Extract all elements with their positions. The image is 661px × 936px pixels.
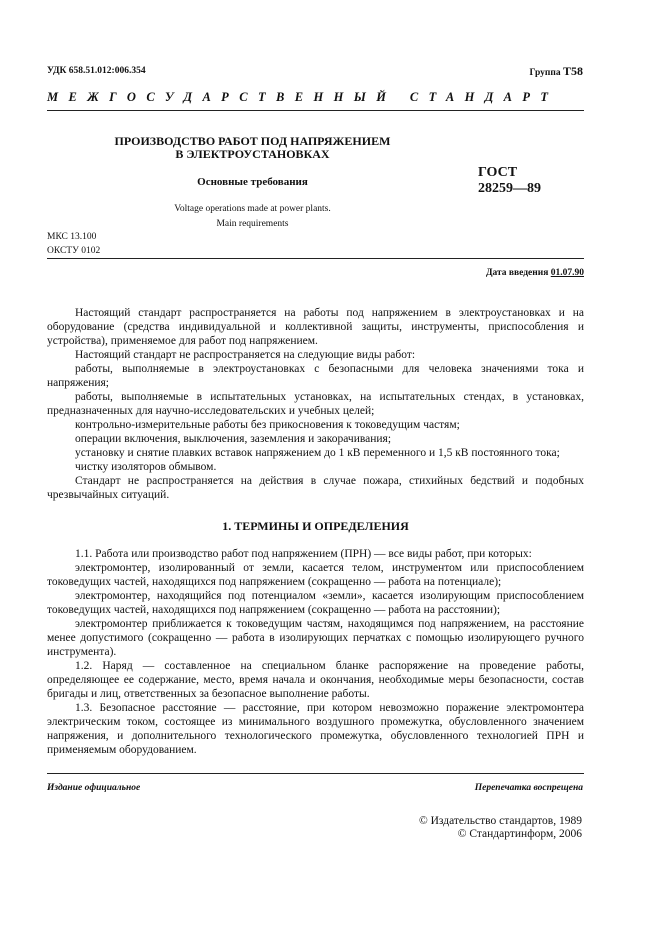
classifier-codes <box>47 230 100 258</box>
list-item: контрольно-измерительные работы без прикосновения к токоведущим частям; <box>75 419 460 431</box>
list-item: чистку изоляторов обмывом. <box>75 461 217 473</box>
date-value: 01.07.90 <box>550 268 584 278</box>
date-label: Дата введения <box>485 268 549 278</box>
list-item: установку и снятие плавких вставок напряжением до 1 кВ переменного и 1,5 кВ постоянного тока; <box>75 447 560 459</box>
list-item: работы, выполняемые в электроустановках с безопасными для человека значениями тока и напряжения; <box>47 363 584 389</box>
document-title <box>100 135 405 161</box>
clause-1-3: 1.3. Безопасное расстояние — расстояние, при котором невозможно поражение электромонтера электрическим током, состоящее из минимального воздушного промежутка, обусловленного значением напряжения, и дополнительного технологического промежутка, обусловленного технологией ПРН и применяемым оборудованием. <box>47 702 584 756</box>
group-value: T58 <box>562 64 583 78</box>
paragraph-exclusions: Настоящий стандарт не распространяется на следующие виды работ: <box>75 349 416 361</box>
document-body <box>47 306 584 757</box>
clause-1-2: 1.2. Наряд — составленное на специальном бланке распоряжение на проведение работы, определяющее ее содержание, место, время начала и окончания, необходимые меры безопасности, состав бригады и лиц, ответственных за безопасное выполнение работы. <box>47 660 584 700</box>
okstu-code: ОКСТУ 0102 <box>47 246 101 256</box>
copyright-line-1: © Издательство стандартов, 1989 <box>418 815 582 827</box>
top-divider <box>47 110 584 111</box>
gost-designation <box>478 165 541 197</box>
title-line-2: В ЭЛЕКТРОУСТАНОВКАХ <box>175 147 330 161</box>
copyright-line-2: © Стандартинформ, 2006 <box>457 828 582 840</box>
standard-banner: МЕЖГОСУДАРСТВЕННЫЙ СТАНДАРТ <box>47 90 559 104</box>
udk-code: УДК 658.51.012:006.354 <box>47 66 146 76</box>
section-heading: 1. ТЕРМИНЫ И ОПРЕДЕЛЕНИЯ <box>222 519 409 533</box>
introduction-date <box>486 268 584 278</box>
title-line-1: ПРОИЗВОДСТВО РАБОТ ПОД НАПРЯЖЕНИЕМ <box>114 134 391 148</box>
gost-label: ГОСТ <box>478 165 518 180</box>
clause-1-1: 1.1. Работа или производство работ под напряжением (ПРН) — все виды работ, при которых: <box>75 548 532 560</box>
paragraph-emergency: Стандарт не распространяется на действия в случае пожара, стихийных бедствий и подобных чрезвычайных ситуаций. <box>47 475 584 501</box>
copyright <box>419 815 582 841</box>
footer-divider <box>47 773 584 774</box>
group-label: Группа <box>529 68 561 78</box>
list-item: электромонтер, изолированный от земли, касается телом, инструментом или приспособлением токоведущих частей, находящихся под напряжением (сокращенно — работа на потенциале); <box>47 562 584 588</box>
paragraph-scope: Настоящий стандарт распространяется на работы под напряжением в электроустановках и на оборудование (средства индивидуальной и коллективной защиты, инструменты, приспособления и устройства), применяемое для работ под напряжением. <box>47 307 584 347</box>
gost-number: 28259—89 <box>478 181 541 196</box>
english-title-line-2: Main requirements <box>216 219 289 229</box>
group-code <box>530 64 583 79</box>
header-divider <box>47 258 584 259</box>
list-item: электромонтер, находящийся под потенциалом «земли», касается изолирующим приспособлением токоведущих частей, находящихся под напряжением (сокращенно — работа на расстоянии); <box>47 590 584 616</box>
english-title <box>100 202 405 232</box>
reprint-notice: Перепечатка воспрещена <box>474 783 583 793</box>
list-item: работы, выполняемые в испытательных установках, на испытательных стендах, в установках, предназначенных для научно-исследовательских и учебных целей; <box>47 391 584 417</box>
mks-code: МКС 13.100 <box>47 232 97 242</box>
list-item: операции включения, выключения, заземления и закорачивания; <box>75 433 392 445</box>
document-subtitle: Основные требования <box>197 176 308 188</box>
official-edition: Издание официальное <box>47 783 141 793</box>
list-item: электромонтер приближается к токоведущим частям, находящимся под напряжением, на расстояние менее допустимого (сокращенно — работа в изолирующих перчатках с помощью изолирующего ручного инструмента). <box>47 618 584 658</box>
english-title-line-1: Voltage operations made at power plants. <box>174 204 331 214</box>
